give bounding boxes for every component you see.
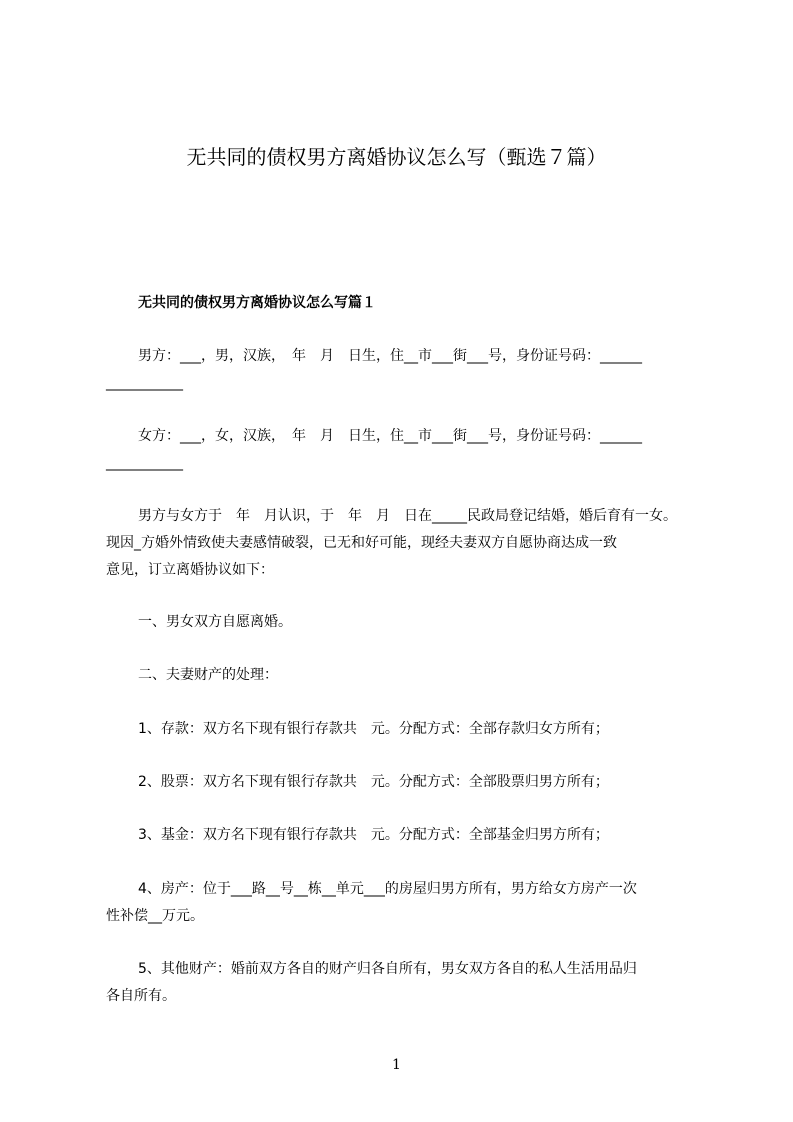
- husband-info-line-2: ___________: [106, 375, 183, 391]
- wife-info-line-2: ___________: [106, 455, 183, 471]
- clause-2: 二、夫妻财产的处理：: [138, 667, 278, 683]
- document-title: 无共同的债权男方离婚协议怎么写（甄选７篇）: [186, 145, 607, 169]
- item-5-other-line-2: 各自所有。: [106, 988, 176, 1004]
- intro-line-1: 男方与女方于 年 月认识，于 年 月 日在_____民政局登记结婚，婚后育有一女。: [138, 508, 677, 524]
- wife-info-line-1: 女方：___，女，汉族， 年 月 日生，住__市___街___号，身份证号码：______: [138, 428, 642, 444]
- section-heading: 无共同的债权男方离婚协议怎么写篇１: [138, 295, 376, 311]
- item-1-deposits: 1、存款：双方名下现有银行存款共 元。分配方式：全部存款归女方所有；: [138, 721, 609, 737]
- intro-line-2: 现因_方婚外情致使夫妻感情破裂，已无和好可能，现经夫妻双方自愿协商达成一致: [106, 535, 617, 551]
- intro-line-3: 意见，订立离婚协议如下：: [106, 562, 274, 578]
- item-5-other-line-1: 5、其他财产：婚前双方各自的财产归各自所有，男女双方各自的私人生活用品归: [138, 961, 637, 977]
- page-number: 1: [392, 1057, 401, 1073]
- item-2-stocks: 2、股票：双方名下现有银行存款共 元。分配方式：全部股票归男方所有；: [138, 774, 609, 790]
- item-4-property-line-2: 性补偿__万元。: [106, 908, 204, 924]
- husband-info-line-1: 男方：___，男，汉族， 年 月 日生，住__市___街___号，身份证号码：______: [138, 348, 642, 364]
- clause-1: 一、男女双方自愿离婚。: [138, 614, 292, 630]
- item-3-funds: 3、基金：双方名下现有银行存款共 元。分配方式：全部基金归男方所有；: [138, 827, 609, 843]
- item-4-property-line-1: 4、房产：位于___路__号__栋__单元___的房屋归男方所有，男方给女方房产一次: [138, 881, 637, 897]
